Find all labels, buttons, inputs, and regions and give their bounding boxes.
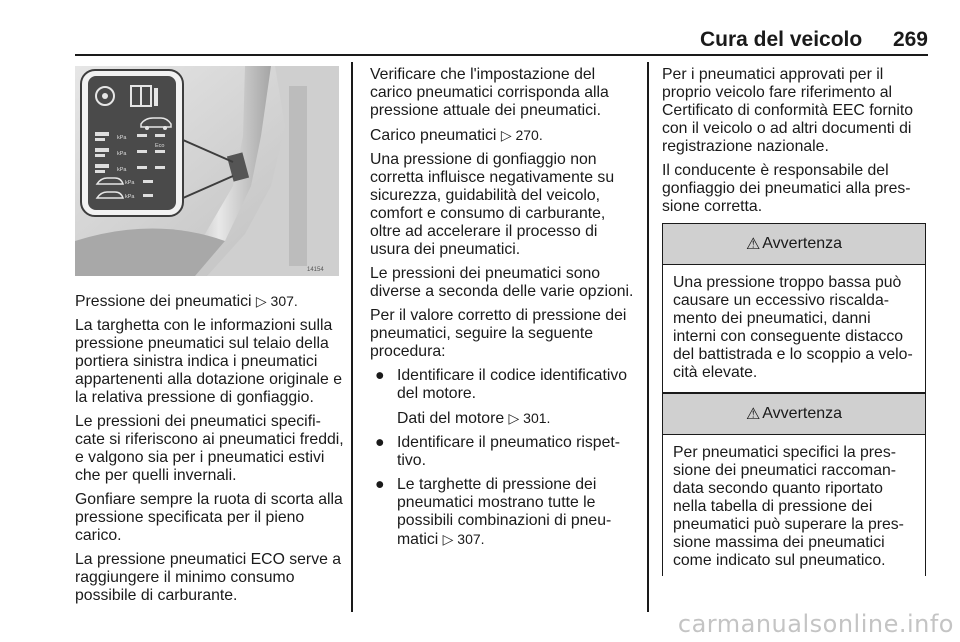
tyre-pressure-label-figure	[75, 66, 339, 276]
bullet-icon: ●	[375, 434, 385, 451]
plate-kpa-5: kPa	[125, 194, 135, 200]
col1-paragraph-3: Le pressioni dei pneumatici specifi-cate si riferiscono ai pneumatici freddi, e valgono sia per i pneumatici estivi che per quelli invernali.	[75, 413, 344, 484]
col2-paragraph-3: Una pressione di gonfiaggio non corretta influisce negativamente su sicurezza, guidabilità del veicolo, comfort e consumo di carburante, oltre ad accelerare il processo di usura dei pneumatici.	[370, 151, 615, 258]
page-title: Cura del veicolo	[700, 28, 863, 51]
col3-paragraph-2: Il conducente è responsabile del gonfiaggio dei pneumatici alla pres-sione corretta.	[662, 162, 911, 215]
col1-paragraph-5: La pressione pneumatici ECO serve a raggiungere il minimo consumo possibile di carburante.	[75, 551, 342, 604]
header-rule	[75, 54, 928, 56]
col1-paragraph-4: Gonfiare sempre la ruota di scorta alla pressione specificata per il pieno carico.	[75, 491, 343, 544]
plate-kpa-1: kPa	[117, 135, 127, 141]
warning-body: Per pneumatici specifici la pres-sione dei pneumatici raccoman-data secondo quanto riportato nella tabella di pressione dei pneumatici può superare la pres-sione massima dei pneumatici come indicato sul pneumatico.	[673, 444, 904, 569]
tyre-pressure-label-illustration	[75, 66, 339, 276]
col2-paragraph-2: Carico pneumatici ▷ 270.	[370, 127, 543, 144]
plate-kpa-4: kPa	[125, 180, 135, 186]
warning-title: Avvertenza	[762, 405, 843, 422]
bullet-icon: ●	[375, 367, 385, 384]
list-item-subtext: Dati del motore ▷ 301.	[397, 410, 551, 427]
warning-header	[663, 394, 925, 435]
column-1	[75, 292, 347, 611]
warning-body: Una pressione troppo bassa può causare un eccessivo riscalda-mento dei pneumatici, danni interni con conseguente distacco del battistrada e lo scoppio a velo-cità elevate.	[673, 274, 913, 381]
warning-header	[663, 224, 925, 265]
page-number: 269	[892, 28, 928, 51]
list-item: ● Identificare il pneumatico rispet-tivo.	[375, 434, 621, 469]
plate-eco-label: Eco	[155, 143, 165, 149]
page-reference-link[interactable]: ▷ 307.	[255, 293, 298, 309]
warning-title: Avvertenza	[762, 235, 843, 252]
col2-paragraph-1: Verificare che l'impostazione del carico pneumatici corrisponda alla pressione attuale dei pneumatici.	[370, 66, 609, 119]
column-3	[662, 66, 928, 222]
bullet-icon: ●	[375, 476, 385, 493]
page-reference-link[interactable]: ▷ 307.	[442, 531, 485, 547]
column-2	[370, 66, 638, 555]
plate-kpa-2: kPa	[117, 151, 127, 157]
col1-paragraph-2: La targhetta con le informazioni sulla pressione pneumatici sul telaio della portiera sinistra indica i pneumatici appartenenti alla dotazione originale e la relativa pressione di gonfiaggio.	[75, 317, 342, 406]
col3-paragraph-1: Per i pneumatici approvati per il proprio veicolo fare riferimento al Certificato di conformità EEC fornito con il veicolo o ad altri documenti di registrazione nazionale.	[662, 66, 914, 155]
watermark-logo: carmanualsonline.info	[677, 610, 954, 638]
figure-code: 14154	[307, 267, 324, 273]
column-divider-1	[351, 62, 353, 612]
warning-icon: ⚠	[745, 236, 761, 253]
warning-icon: ⚠	[745, 406, 761, 423]
col2-paragraph-5: Per il valore corretto di pressione dei pneumatici, seguire la seguente procedura:	[370, 307, 627, 360]
column-divider-2	[647, 62, 649, 612]
page-reference-link[interactable]: ▷ 270.	[500, 127, 543, 143]
warning-box-1	[662, 223, 926, 393]
warning-box-2	[662, 393, 926, 576]
list-item: ● Le targhette di pressione dei pneumatici mostrano tutte le possibili combinazioni di pneu-matici ▷ 307.	[375, 476, 612, 548]
list-item: ● Identificare il codice identificativo del motore.	[375, 367, 628, 402]
col2-paragraph-4: Le pressioni dei pneumatici sono diverse a seconda delle varie opzioni.	[370, 265, 634, 300]
col1-paragraph-1: Pressione dei pneumatici ▷ 307.	[75, 293, 298, 310]
plate-kpa-3: kPa	[117, 167, 127, 173]
page-reference-link[interactable]: ▷ 301.	[508, 410, 551, 426]
